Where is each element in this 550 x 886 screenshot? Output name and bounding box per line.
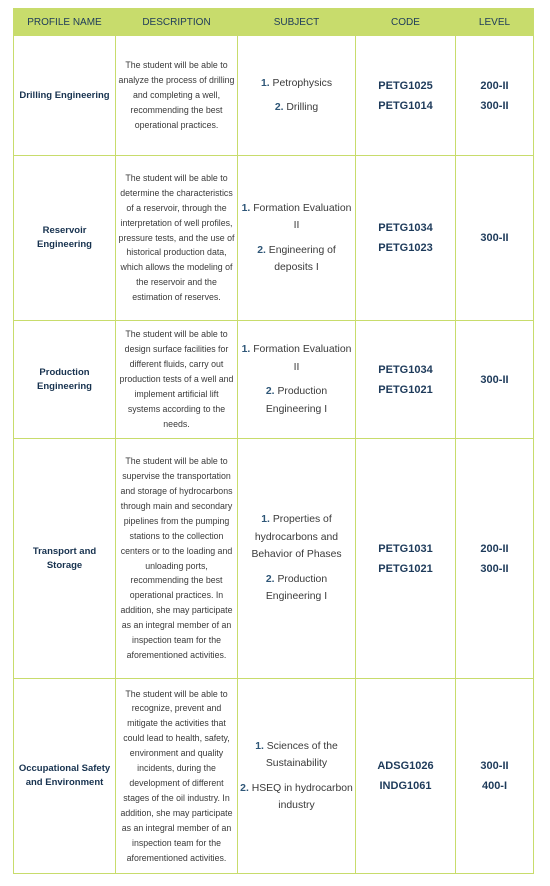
course-code: PETG1034 [378, 222, 433, 234]
description-cell: The student will be able to analyze the process of drilling and completing a well, recommending the best operational practices. [116, 36, 238, 156]
profile-name-cell: Production Engineering [14, 321, 116, 439]
subject-item [240, 200, 353, 235]
level-value: 200-II [480, 542, 509, 555]
subject-item [240, 738, 353, 773]
subject-item [240, 383, 353, 418]
course-code: PETG1021 [378, 383, 433, 396]
description-cell: The student will be able to recognize, prevent and mitigate the activities that could lead to health, safety, environment and quality incidents, during the development of different stages of the oil industry. In addition, she may participate as an integral member of an inspection team for the aforementioned activities. [116, 679, 238, 874]
subject-text: Production Engineering I [265, 386, 328, 415]
header-level: LEVEL [456, 9, 534, 36]
table-row [14, 321, 534, 439]
course-code: PETG1023 [378, 242, 433, 254]
subject-text: Formation Evaluation II [253, 344, 352, 373]
profile-name-cell: Transport and Storage [14, 439, 116, 679]
course-code: ADSG1026 [377, 760, 434, 772]
table-header-row [14, 9, 534, 36]
table-row [14, 679, 534, 874]
profile-name-cell: Drilling Engineering [14, 36, 116, 156]
course-code: PETG1031 [378, 542, 433, 555]
header-profile-name: PROFILE NAME [14, 9, 116, 36]
level-value: 200-II [480, 79, 509, 92]
subject-cell [238, 321, 356, 439]
level-value: 300-II [480, 373, 509, 386]
level-cell [456, 439, 534, 679]
course-code: PETG1025 [378, 79, 433, 92]
level-value: 300-II [480, 99, 509, 112]
course-code: PETG1021 [378, 562, 433, 575]
subject-number: 1. [260, 77, 270, 89]
subject-text: Petrophysics [272, 77, 333, 89]
level-cell [456, 36, 534, 156]
subject-text: Engineering of deposits I [268, 244, 336, 273]
subject-number: 2. [274, 102, 284, 113]
code-cell [356, 321, 456, 439]
table-row [14, 439, 534, 679]
profiles-table [13, 8, 534, 874]
level-value: 300-II [480, 760, 509, 772]
subject-number: 1. [241, 344, 251, 355]
description-cell: The student will be able to design surface facilities for different fluids, carry out production tests of a well and implement artificial lift systems according to the needs. [116, 321, 238, 439]
subject-number: 2. [265, 573, 275, 585]
level-cell [456, 321, 534, 439]
header-description: DESCRIPTION [116, 9, 238, 36]
subject-number: 2. [265, 386, 275, 397]
subject-item [240, 511, 353, 564]
profile-name-cell: Reservoir Engineering [14, 156, 116, 321]
course-code: PETG1014 [378, 99, 433, 112]
level-value: 400-I [481, 780, 508, 792]
code-cell [356, 156, 456, 321]
subject-item [240, 242, 353, 277]
subject-text: Formation Evaluation II [253, 202, 352, 231]
table-row [14, 36, 534, 156]
level-cell [456, 156, 534, 321]
subject-number: 2. [240, 782, 249, 794]
subject-item [240, 780, 353, 815]
subject-number: 2. [257, 244, 266, 256]
subject-number: 1. [255, 740, 264, 752]
course-code: PETG1034 [378, 363, 433, 376]
subject-text: Production Engineering I [265, 573, 328, 603]
subject-item [240, 75, 353, 93]
header-code: CODE [356, 9, 456, 36]
subject-text: Drilling [286, 102, 319, 113]
code-cell [356, 439, 456, 679]
subject-text: Sciences of the Sustainability [265, 740, 338, 769]
code-cell [356, 36, 456, 156]
subject-item [240, 99, 353, 117]
description-cell: The student will be able to supervise the transportation and storage of hydrocarbons through main and secondary pipelines from the pumping stations to the collection centers or to the loading and unloading ports, recommending the best operational practices. In addition, she may participate as an integral member of an inspection team for the aforementioned activities. [116, 439, 238, 679]
subject-text: Properties of hydrocarbons and Behavior of Phases [251, 514, 342, 561]
table-row [14, 156, 534, 321]
subject-cell [238, 439, 356, 679]
subject-item [240, 341, 353, 376]
level-value: 300-II [480, 562, 509, 575]
subject-item [240, 571, 353, 606]
description-cell: The student will be able to determine the characteristics of a reservoir, through the interpretation of well profiles, pressure tests, and the use of historical production data, which allows the modeling of the reservoir and the estimation of reserves. [116, 156, 238, 321]
code-cell [356, 679, 456, 874]
level-value: 300-II [480, 232, 509, 244]
level-cell [456, 679, 534, 874]
profile-name-cell: Occupational Safety and Environment [14, 679, 116, 874]
subject-cell [238, 36, 356, 156]
header-subject: SUBJECT [238, 9, 356, 36]
subject-number: 1. [241, 202, 251, 214]
subject-cell [238, 156, 356, 321]
subject-cell [238, 679, 356, 874]
subject-number: 1. [261, 514, 270, 526]
subject-text: HSEQ in hydrocarbon industry [251, 782, 353, 811]
course-code: INDG1061 [379, 780, 432, 792]
